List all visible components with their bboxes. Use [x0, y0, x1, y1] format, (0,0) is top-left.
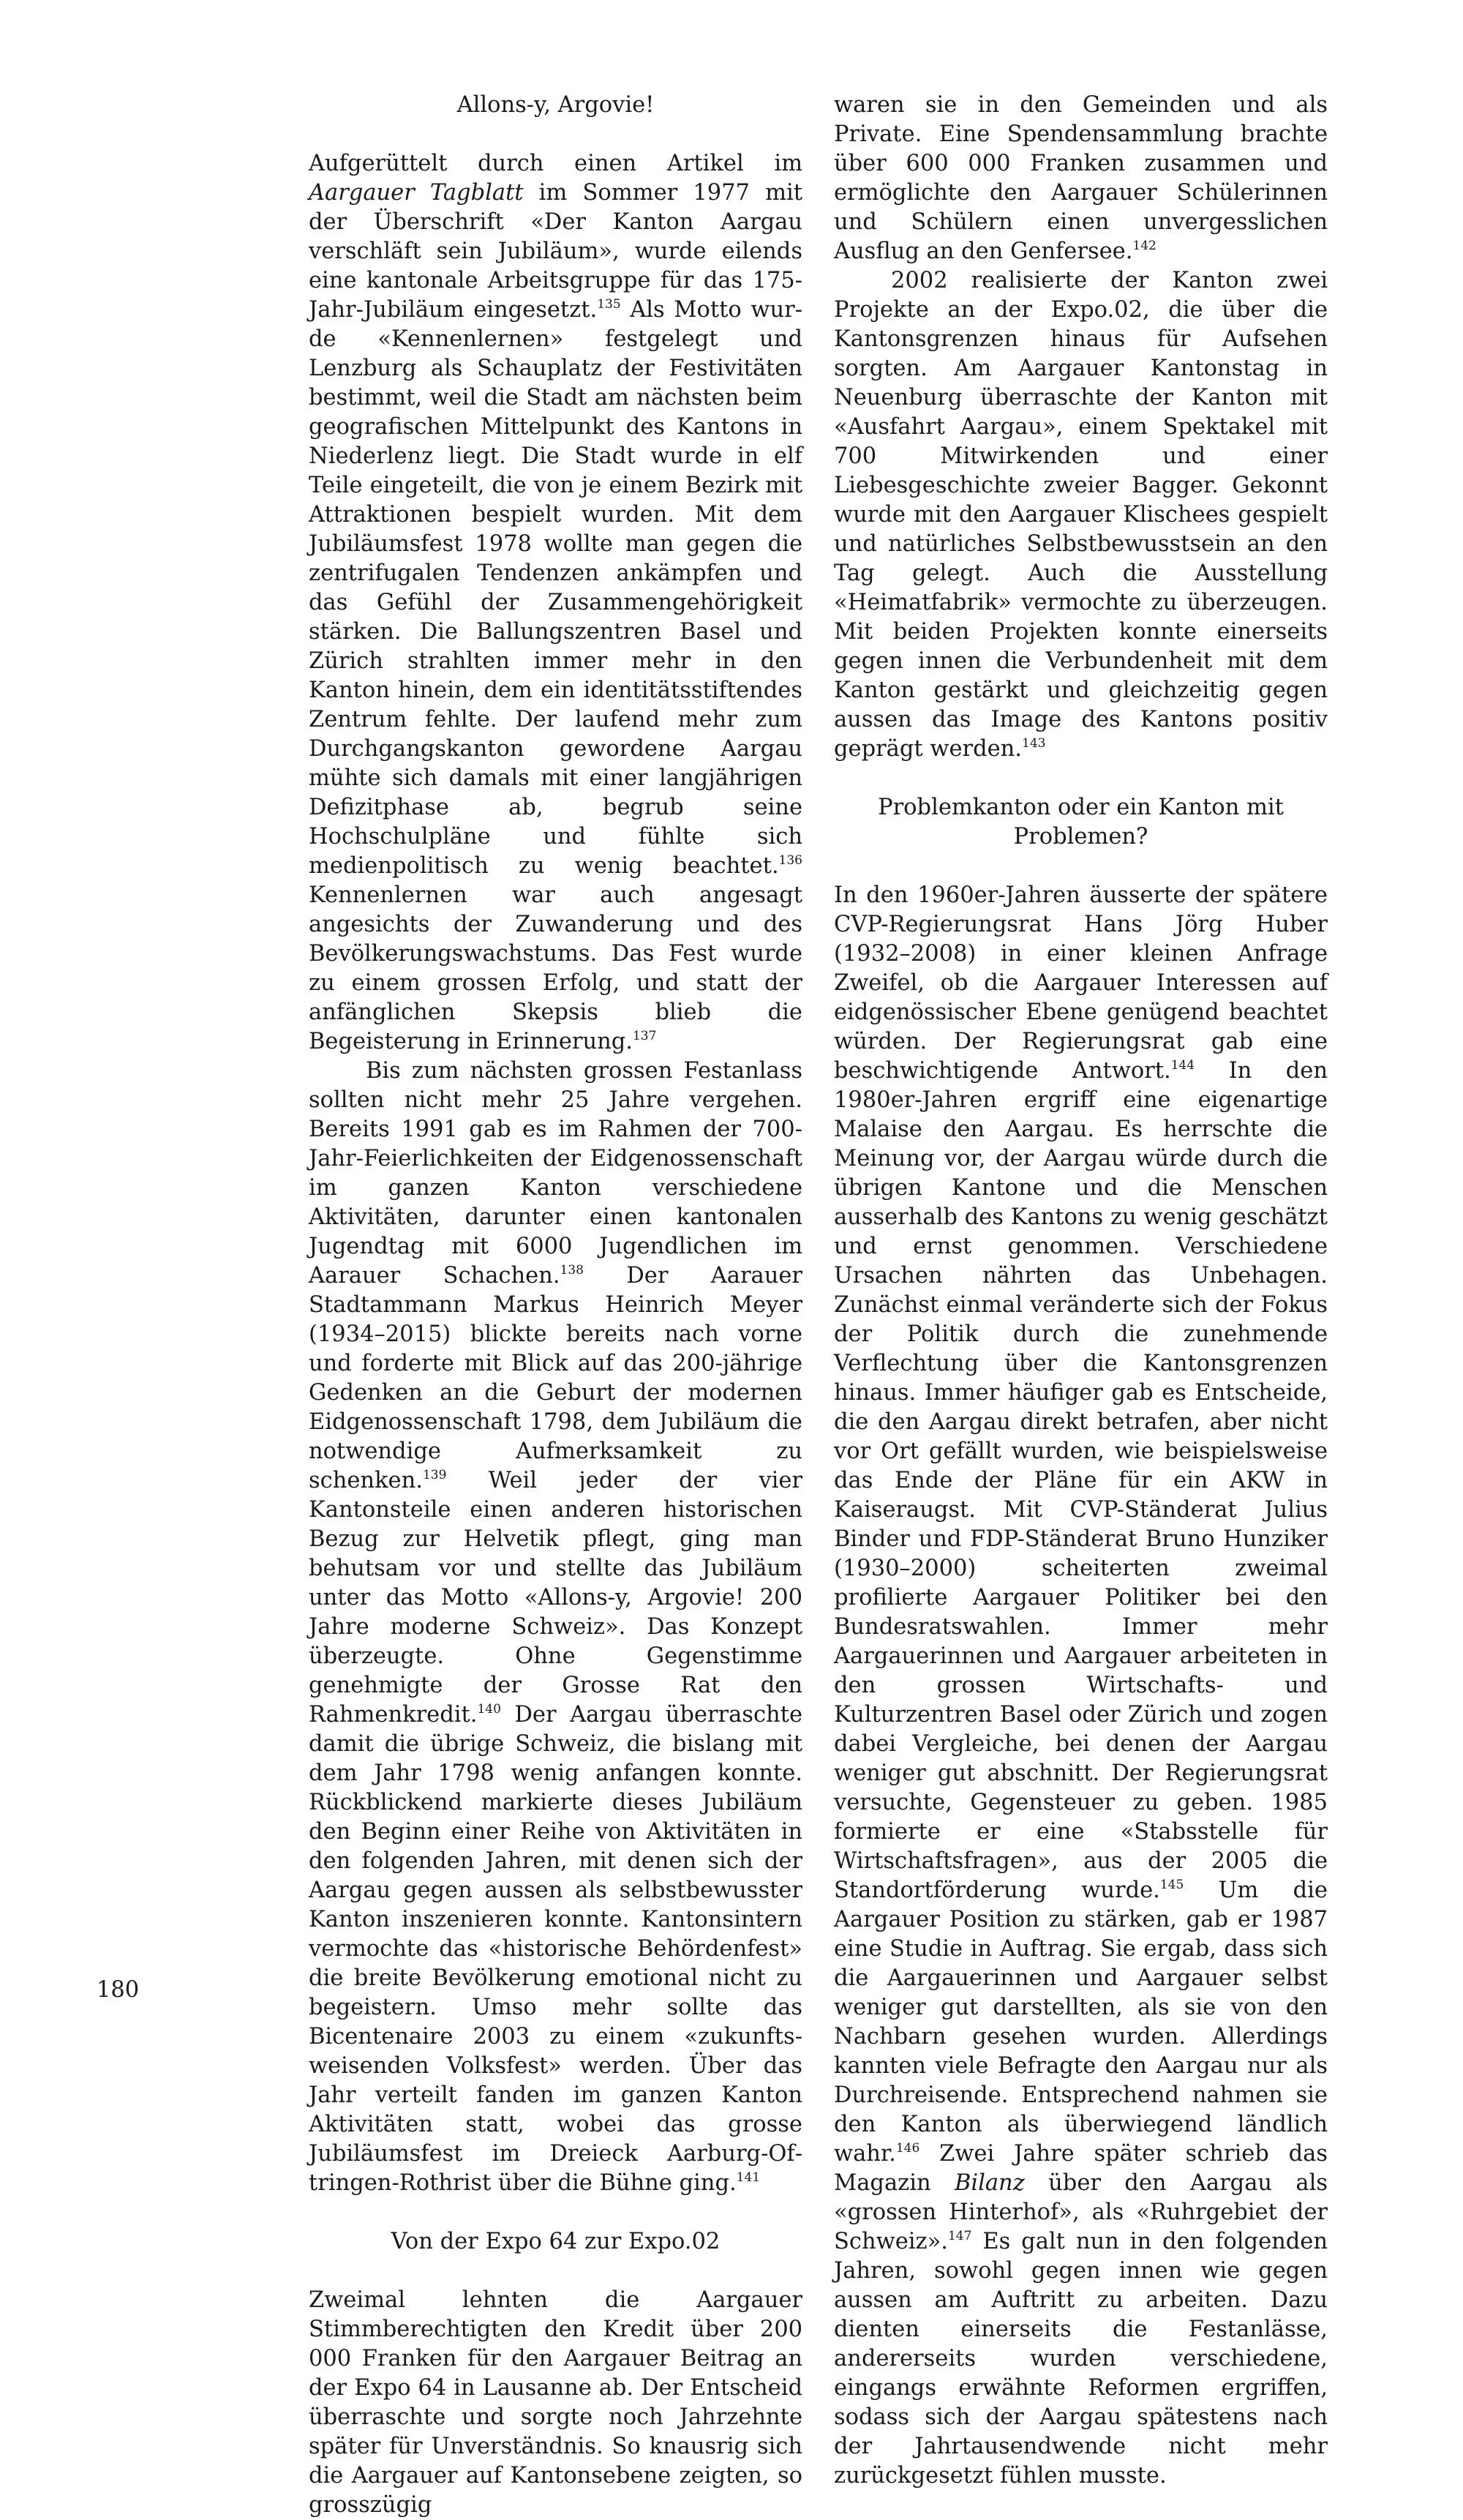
newspaper-title: Aargauer Tagblatt [309, 180, 524, 206]
section-heading-expo: Von der Expo 64 zur Expo.02 [391, 2229, 721, 2254]
footnote-ref-136[interactable]: 136 [778, 853, 802, 868]
footnote-ref-140[interactable]: 140 [477, 1702, 501, 1717]
paragraph-expo-02: 2002 realisierte der Kanton zwei Projekte an der Expo.02, die über die Kantonsgrenzen hinaus für Aufsehen sorgten. Am Aargauer Kantonstag in Neuenburg überraschte der Kanton mit «Ausfahrt Aargau», einem Spektakel mit 700 Mitwirkenden und einer Liebesgeschichte zweier Bagger. Gekonnt wurde mit den Aargauer Klischees gespielt und natürliches Selbstbewusstsein an den Tag gelegt. Auch die Ausstellung «Heimatfabrik» vermochte zu überzeugen. Mit beiden Projekten konnte einerseits gegen innen die Verbundenheit mit dem Kanton gestärkt und gleichzeitig gegen aussen das Image des Kantons positiv geprägt werden.$^{143}$ [834, 268, 1328, 762]
magazine-title: Bilanz [954, 2170, 1025, 2196]
footnote-ref-146[interactable]: 146 [895, 2141, 920, 2156]
footnote-ref-145[interactable]: 145 [1159, 1878, 1184, 1892]
paragraph-problemkanton: In den 1960er-Jahren äusserte der spätere CVP-Regierungsrat Hans Jörg Huber (1932–2008) in einer kleinen Anfrage Zweifel, ob die Aargauer Interessen auf eidgenössischer Ebene genügend beachtet würden. Der Regierungsrat gab eine beschwichtigende Antwort.$^{144}$ In den 1980er-Jahren ergriff eine eigenartige Malaise den Aargau. Es herrschte die Meinung vor, der Aargau würde durch die übrigen Kantone und die Menschen ausserhalb des Kantons zu wenig geschätzt und ernst genommen. Verschiedene Ursachen nährten das Unbehagen. Zunächst einmal veränderte sich der Fokus der Politik durch die zunehmende Verflechtung über die Kantonsgrenzen hinaus. Immer häufiger gab es Entscheide, die den Aargau direkt betrafen, aber nicht vor Ort gefällt wurden, wie beispielsweise das Ende der Pläne für ein AKW in Kaiseraugst. Mit CVP-Ständerat Julius Binder und FDP-Ständerat Bruno Hunziker (1930–2000) scheiterten zweimal profilierte Aargauer Politiker bei den Bundesratswahlen. Immer mehr Aargauerinnen und Aargauer arbeiteten in den grossen Wirtschafts- und Kulturzentren Basel oder Zürich und zogen dabei Vergleiche, bei denen der Aargau weniger gut abschnitt. Der Regierungsrat versuchte, Gegensteuer zu geben. 1985 formierte er eine «Stabsstelle für Wirtschaftsfragen», aus der 2005 die Standortförderung wurde.$^{145}$ Um die Aargauer Position zu stärken, gab er 1987 eine Studie in Auftrag. Sie ergab, dass sich die Aargauerinnen und Aargauer selbst weniger gut darstellten, als sie von den Nachbarn gesehen wurden. Allerdings kannten viele Befragte den Aargau nur als Durchreisende. Entsprechend nahmen sie den Kanton als überwiegend ländlich wahr.$^{146}$ Zwei Jahre später schrieb das Magazin Bilanz über den Aargau als «grossen Hinterhof», als «Ruhrgebiet der Schweiz».$^{147}$ Es galt nun in den folgenden Jahren, sowohl gegen innen wie gegen aussen am Auftritt zu arbeiten. Dazu dienten einerseits die Festanlässe, andererseits wurden verschiedene, eingangs erwähnte Reformen ergriffen, sodass sich der Aargau spätestens nach der Jahrtausendwende nicht mehr zurückgesetzt fühlen musste. [834, 882, 1328, 2489]
page-number: 180 [97, 1977, 140, 2003]
paragraph-genfersee: waren sie in den Gemeinden und als Private. Eine Spendensammlung brachte über 600 000 Franken zusammen und ermöglichte den Aargauer Schülerinnen und Schülern einen unvergesslichen Ausflug an den Genfersee.$^{142}$ [834, 92, 1328, 264]
section-heading-problemkanton: Problemkanton oder ein Kanton mit Problemen? [878, 795, 1284, 850]
footnote-ref-139[interactable]: 139 [422, 1468, 447, 1482]
left-column [309, 91, 802, 2520]
footnote-ref-142[interactable]: 142 [1132, 239, 1157, 253]
footnote-ref-147[interactable]: 147 [947, 2229, 972, 2243]
right-column [834, 91, 1328, 2491]
paragraph-jubilaeum-1978: Aufgerüttelt durch einen Artikel im Aargauer Tagblatt im Sommer 1977 mit der Überschrift «Der Kanton Aargau verschläft sein Jubiläum», wurde eilends eine kantonale Arbeitsgruppe für das 175-Jahr-Jubiläum eingesetzt.$^{135}$ Als Motto wurde «Kennenlernen» festgelegt und Lenzburg als Schauplatz der Festivitäten bestimmt, weil die Stadt am nächsten beim geografischen Mittelpunkt des Kantons in Niederlenz liegt. Die Stadt wurde in elf Teile eingeteilt, die von je einem Bezirk mit Attraktionen bespielt wurden. Mit dem Jubiläumsfest 1978 wollte man gegen die zentrifugalen Tendenzen ankämpfen und das Gefühl der Zusammengehörigkeit stärken. Die Ballungszentren Basel und Zürich strahlten immer mehr in den Kanton hinein, dem ein identitätsstiftendes Zentrum fehlte. Der laufend mehr zum Durchgangskanton gewordene Aargau mühte sich damals mit einer langjährigen Defizitphase ab, begrub seine Hochschulpläne und fühlte sich medienpolitisch zu wenig beachtet.$^{136}$ Kennenlernen war auch angesagt angesichts der Zuwanderung und des Bevölkerungswachstums. Das Fest wurde zu einem grossen Erfolg, und statt der anfänglichen Skepsis blieb die Begeisterung in Erinnerung.$^{137}$ [309, 151, 803, 1054]
footnote-ref-144[interactable]: 144 [1170, 1058, 1195, 1073]
paragraph-festanlass: Bis zum nächsten grossen Festanlass sollten nicht mehr 25 Jahre vergehen. Bereits 1991 gab es im Rahmen der 700-Jahr-Feierlichkeiten der Eidgenossenschaft im ganzen Kanton verschiedene Aktivitäten, darunter einen kantonalen Jugendtag mit 6000 Jugendlichen im Aarauer Schachen.$^{138}$ Der Aarauer Stadtammann Markus Heinrich Meyer (1934–2015) blickte bereits nach vorne und forderte mit Blick auf das 200-jährige Gedenken an die Geburt der modernen Eidgenossenschaft 1798, dem Jubiläum die notwendige Aufmerksamkeit zu schenken.$^{139}$ Weil jeder der vier Kantonsteile einen anderen historischen Bezug zur Helvetik pflegt, ging man behutsam vor und stellte das Jubiläum unter das Motto «Allons-y, Argovie! 200 Jahre moderne Schweiz». Das Konzept überzeugte. Ohne Gegenstimme genehmigte der Grosse Rat den Rahmenkredit.$^{140}$ Der Aargau überraschte damit die übrige Schweiz, die bislang mit dem Jahr 1798 wenig anfangen konnte. Rückblickend markierte dieses Jubiläum den Beginn einer Reihe von Aktivitäten in den folgenden Jahren, mit denen sich der Aargau gegen aussen als selbstbewusster Kanton inszenieren konnte. Kantonsintern vermochte das «historische Behördenfest» die breite Bevölkerung emotional nicht zu begeistern. Umso mehr sollte das Bicentenaire 2003 zu einem «zukunftsweisenden Volksfest» werden. Über das Jahr verteilt fanden im ganzen Kanton Aktivitäten statt, wobei das grosse Jubiläumsfest im Dreieck Aarburg-Oftringen-Rothrist über die Bühne ging.$^{141}$ [309, 1058, 802, 2196]
paragraph-expo-64: Zweimal lehnten die Aargauer Stimmberechtigten den Kredit über 200 000 Franken für den Aargauer Beitrag an der Expo 64 in Lausanne ab. Der Entscheid überraschte und sorgte noch Jahrzehnte später für Unverständnis. So knausrig sich die Aargauer auf Kantonsebene zeigten, so grosszügig [309, 2287, 802, 2518]
footnote-ref-143[interactable]: 143 [1022, 736, 1046, 751]
section-heading-allons-y: Allons-y, Argovie! [456, 92, 655, 118]
footnote-ref-141[interactable]: 141 [736, 2170, 761, 2185]
footnote-ref-137[interactable]: 137 [632, 1029, 657, 1043]
footnote-ref-138[interactable]: 138 [560, 1263, 584, 1278]
footnote-ref-135[interactable]: 135 [597, 297, 621, 312]
